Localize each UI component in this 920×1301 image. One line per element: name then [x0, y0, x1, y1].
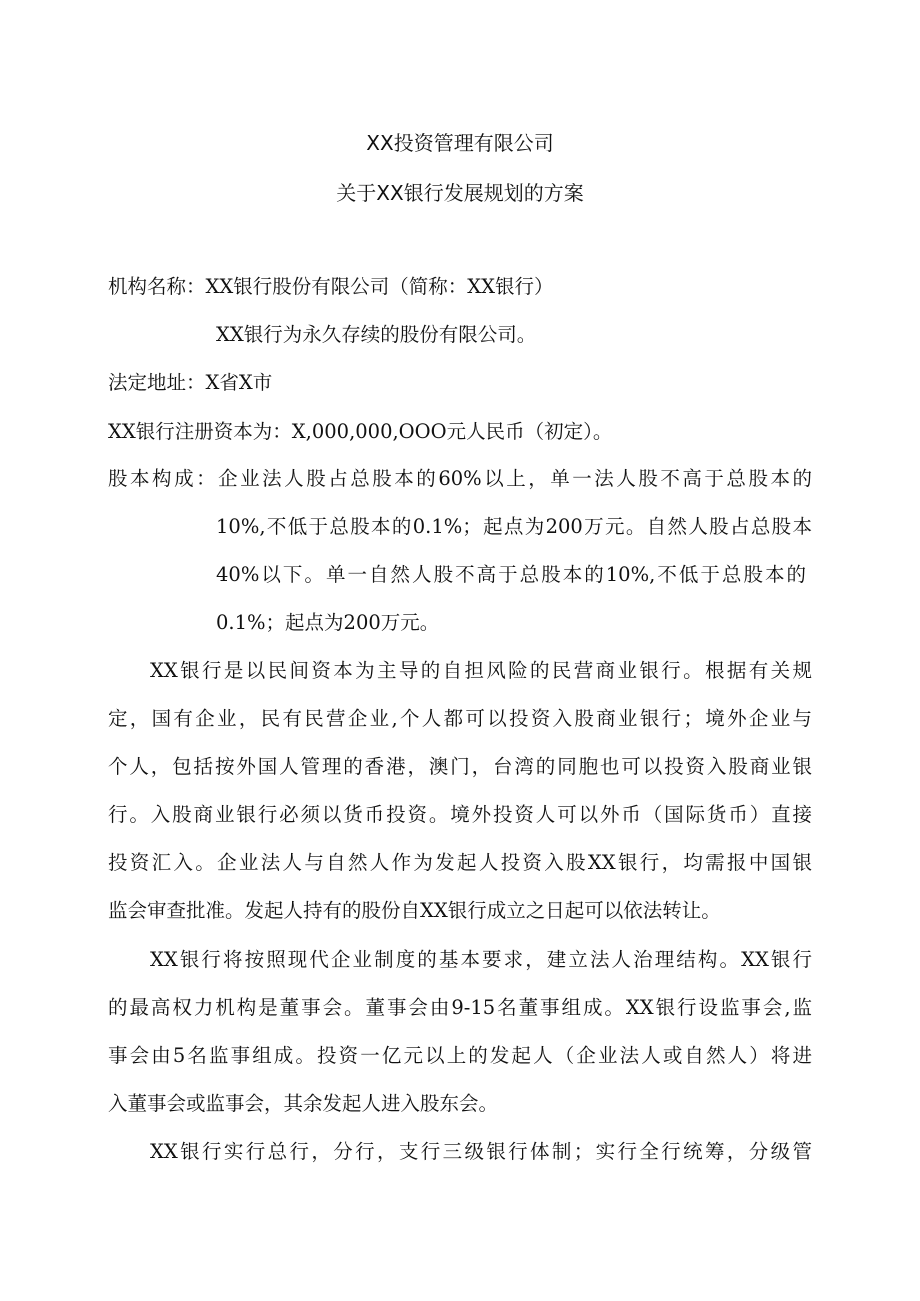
legal-address-line: 法定地址：X省X市 — [108, 371, 273, 394]
paragraph-line: 定，国有企业，民有民营企业,个人都可以投资入股商业银行；境外企业与 — [108, 707, 812, 730]
paragraph-line: XX银行将按照现代企业制度的基本要求，建立法人治理结构。XX银行 — [150, 948, 812, 971]
equity-line: 10%,不低于总股本的0.1%；起点为200万元。自然人股占总股本 — [216, 515, 812, 538]
equity-line: 股本构成：企业法人股占总股本的60%以上，单一法人股不高于总股本的 — [108, 467, 812, 490]
org-description-line: XX银行为永久存续的股份有限公司。 — [216, 323, 537, 346]
document-subtitle: 关于XX银行发展规划的方案 — [336, 181, 584, 205]
registered-capital-line: XX银行注册资本为：X,000,000,OOO元人民币（初定）。 — [108, 420, 613, 443]
paragraph-line: XX银行是以民间资本为主导的自担风险的民营商业银行。根据有关规 — [150, 659, 812, 682]
paragraph-line: 行。入股商业银行必须以货币投资。境外投资人可以外币（国际货币）直接 — [108, 803, 812, 826]
document-title: XX投资管理有限公司 — [366, 131, 554, 155]
paragraph-line: 个人，包括按外国人管理的香港，澳门，台湾的同胞也可以投资入股商业银 — [108, 755, 812, 778]
equity-line: 0.1%；起点为200万元。 — [216, 611, 440, 634]
paragraph-line: 入董事会或监事会，其余发起人进入股东会。 — [108, 1092, 499, 1115]
paragraph-line: 投资汇入。企业法人与自然人作为发起人投资入股XX银行，均需报中国银 — [108, 851, 812, 874]
equity-line: 40%以下。单一自然人股不高于总股本的10%,不低于总股本的 — [216, 563, 806, 586]
paragraph-line: 的最高权力机构是董事会。董事会由9-15名董事组成。XX银行设监事会,监 — [108, 996, 812, 1019]
org-name-line: 机构名称：XX银行股份有限公司（简称：XX银行） — [108, 275, 554, 298]
paragraph-line: 事会由5名监事组成。投资一亿元以上的发起人（企业法人或自然人）将进 — [108, 1044, 812, 1067]
paragraph-line: XX银行实行总行，分行，支行三级银行体制；实行全行统筹，分级管 — [150, 1140, 812, 1163]
paragraph-line: 监会审查批准。发起人持有的股份自XX银行成立之日起可以依法转让。 — [108, 899, 721, 922]
